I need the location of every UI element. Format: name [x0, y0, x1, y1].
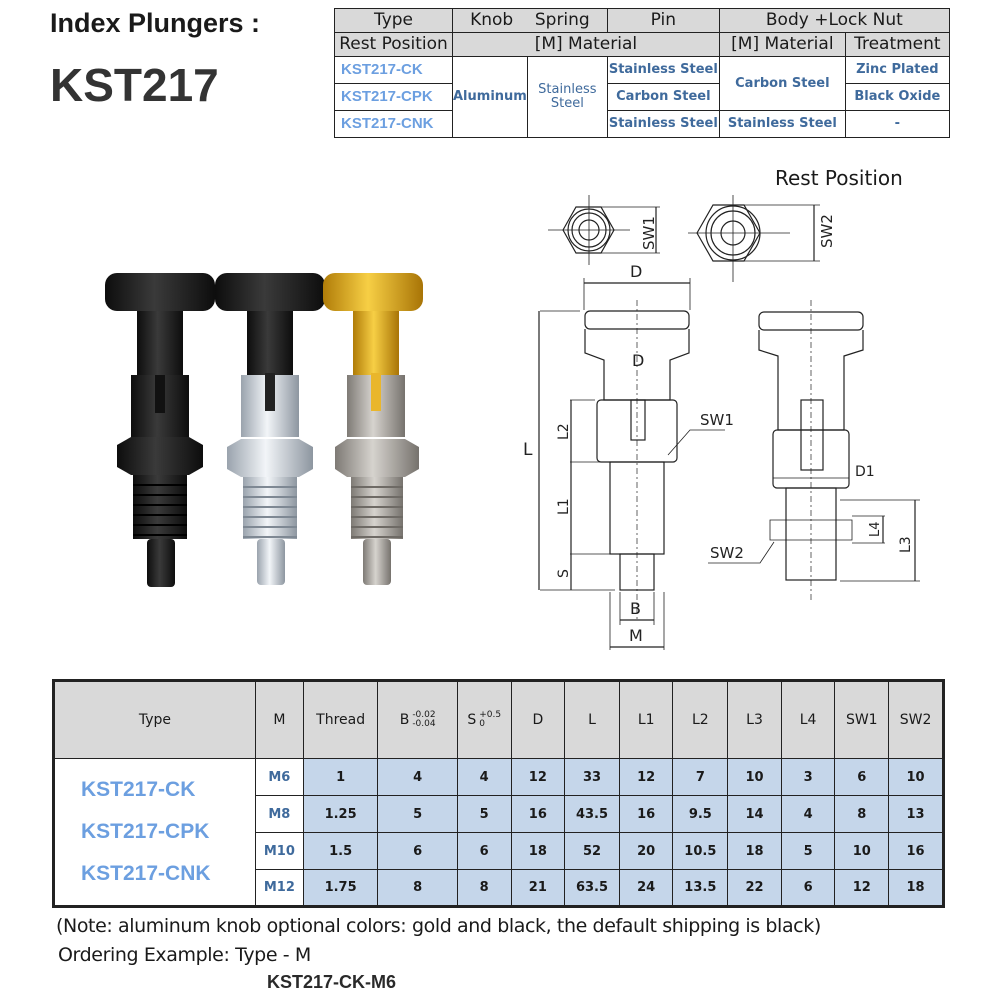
label-m: M: [629, 626, 643, 645]
spring-material: [527, 57, 607, 138]
spring-line1: Stainless: [538, 82, 597, 98]
treatment: Zinc Plated: [845, 57, 949, 84]
sw1-cell: 10: [835, 833, 889, 870]
ordering-label: Ordering Example: Type - M: [58, 944, 311, 966]
header-pin: Pin: [607, 9, 719, 33]
table-row: [54, 759, 944, 796]
label-sw2-side: SW2: [710, 544, 744, 562]
b-tol-lower: -0.04: [412, 719, 436, 729]
col-s: [457, 681, 511, 759]
pin-material: Carbon Steel: [607, 84, 719, 111]
knob-material: Aluminum: [453, 57, 528, 138]
col-sw2: SW2: [889, 681, 944, 759]
col-l1: L1: [619, 681, 673, 759]
col-thread: Thread: [303, 681, 378, 759]
type-cnk: KST217-CNK: [81, 862, 211, 885]
s-cell: 5: [457, 796, 511, 833]
header-knob-spring: [453, 9, 608, 33]
m-cell: M6: [255, 759, 303, 796]
type-cell: KST217-CPK: [335, 84, 453, 111]
col-l2: L2: [673, 681, 728, 759]
s-tol-lower: 0: [479, 719, 485, 729]
s-tolerance: [479, 711, 501, 729]
type-list: [54, 759, 256, 907]
plunger-gold-stainless: [323, 273, 423, 585]
sw2-cell: 18: [889, 870, 944, 907]
table-row: [335, 57, 950, 84]
type-cell: KST217-CNK: [335, 111, 453, 138]
col-b: [378, 681, 457, 759]
thread-cell: 1.25: [303, 796, 378, 833]
s-cell: 6: [457, 833, 511, 870]
label-l: L: [523, 440, 533, 460]
thread-cell: 1.5: [303, 833, 378, 870]
b-cell: 8: [378, 870, 457, 907]
technical-drawing: [520, 190, 940, 660]
l-cell: 52: [565, 833, 620, 870]
type-ck: KST217-CK: [81, 778, 196, 801]
s-cell: 8: [457, 870, 511, 907]
header-knob: Knob: [470, 9, 514, 30]
header-body-lock-nut: Body +Lock Nut: [719, 9, 949, 33]
col-d: D: [511, 681, 565, 759]
side-view-1: [523, 262, 734, 650]
dimension-table: [52, 679, 945, 908]
label-d: D: [630, 262, 643, 281]
label-sw1-side: SW1: [700, 411, 734, 429]
l-cell: 43.5: [565, 796, 620, 833]
sw2-cell: 10: [889, 759, 944, 796]
label-d-inner: D: [632, 351, 645, 370]
l4-cell: 6: [781, 870, 835, 907]
sw1-cell: 8: [835, 796, 889, 833]
l3-cell: 22: [728, 870, 782, 907]
side-view-2: [708, 300, 920, 600]
l2-cell: 13.5: [673, 870, 728, 907]
label-s: S: [556, 569, 572, 578]
spring-line2: Steel: [550, 96, 584, 111]
l1-cell: 20: [619, 833, 673, 870]
m-cell: M8: [255, 796, 303, 833]
m-cell: M12: [255, 870, 303, 907]
l-cell: 33: [565, 759, 620, 796]
hex-top-view-2: [688, 195, 820, 282]
treatment: -: [845, 111, 949, 138]
s-cell: 4: [457, 759, 511, 796]
label-d1: D1: [855, 464, 875, 480]
col-l4: L4: [781, 681, 835, 759]
d-cell: 12: [511, 759, 565, 796]
sw2-cell: 13: [889, 796, 944, 833]
product-photo: [95, 255, 425, 595]
b-cell: 5: [378, 796, 457, 833]
d-cell: 18: [511, 833, 565, 870]
l4-cell: 4: [781, 796, 835, 833]
l3-cell: 14: [728, 796, 782, 833]
label-l4: L4: [868, 521, 883, 537]
label-sw1-top: SW1: [640, 216, 658, 250]
model-number: KST217: [50, 59, 219, 111]
header-body-material: [M] Material: [719, 33, 845, 57]
label-b: B: [630, 599, 641, 618]
l4-cell: 5: [781, 833, 835, 870]
col-l: L: [565, 681, 620, 759]
rest-position-label: Rest Position: [775, 166, 903, 190]
l2-cell: 9.5: [673, 796, 728, 833]
knob-color-note: (Note: aluminum knob optional colors: gold and black, the default shipping is black): [56, 915, 821, 937]
table-row: [335, 84, 950, 111]
l1-cell: 24: [619, 870, 673, 907]
col-type: Type: [54, 681, 256, 759]
sw2-cell: 16: [889, 833, 944, 870]
label-l2: L2: [556, 423, 572, 440]
b-tol-upper: -0.02: [412, 710, 436, 720]
l2-cell: 7: [673, 759, 728, 796]
col-sw1: SW1: [835, 681, 889, 759]
label-l1: L1: [556, 498, 572, 515]
thread-cell: 1.75: [303, 870, 378, 907]
m-cell: M10: [255, 833, 303, 870]
header-spring: Spring: [534, 9, 590, 30]
type-cpk: KST217-CPK: [81, 820, 210, 843]
l3-cell: 10: [728, 759, 782, 796]
l3-cell: 18: [728, 833, 782, 870]
sw1-cell: 6: [835, 759, 889, 796]
treatment: Black Oxide: [845, 84, 949, 111]
label-l3: L3: [898, 536, 914, 553]
col-m: M: [255, 681, 303, 759]
col-s-label: S: [467, 712, 477, 728]
l1-cell: 16: [619, 796, 673, 833]
header-treatment: Treatment: [845, 33, 949, 57]
body-material: Stainless Steel: [719, 111, 845, 138]
d-cell: 16: [511, 796, 565, 833]
l2-cell: 10.5: [673, 833, 728, 870]
plunger-black: [105, 273, 215, 587]
col-l3: L3: [728, 681, 782, 759]
b-cell: 4: [378, 759, 457, 796]
ordering-example: KST217-CK-M6: [267, 972, 397, 992]
header-type: Type: [335, 9, 453, 33]
page-title: Index Plungers :: [50, 8, 261, 38]
plunger-zinc: [215, 273, 325, 585]
d-cell: 21: [511, 870, 565, 907]
l1-cell: 12: [619, 759, 673, 796]
sw1-cell: 12: [835, 870, 889, 907]
label-sw2-top: SW2: [818, 214, 836, 248]
col-b-label: B: [399, 712, 410, 728]
header-material: [M] Material: [453, 33, 720, 57]
l4-cell: 3: [781, 759, 835, 796]
pin-material: Stainless Steel: [607, 57, 719, 84]
pin-material: Stainless Steel: [607, 111, 719, 138]
body-material: Carbon Steel: [719, 57, 845, 111]
material-table: [334, 8, 950, 138]
type-cell: KST217-CK: [335, 57, 453, 84]
b-cell: 6: [378, 833, 457, 870]
header-rest-position: Rest Position: [335, 33, 453, 57]
header-row: [54, 681, 944, 759]
l-cell: 63.5: [565, 870, 620, 907]
thread-cell: 1: [303, 759, 378, 796]
b-tolerance: [412, 711, 435, 729]
s-tol-upper: +0.5: [479, 710, 502, 720]
table-row: [335, 111, 950, 138]
